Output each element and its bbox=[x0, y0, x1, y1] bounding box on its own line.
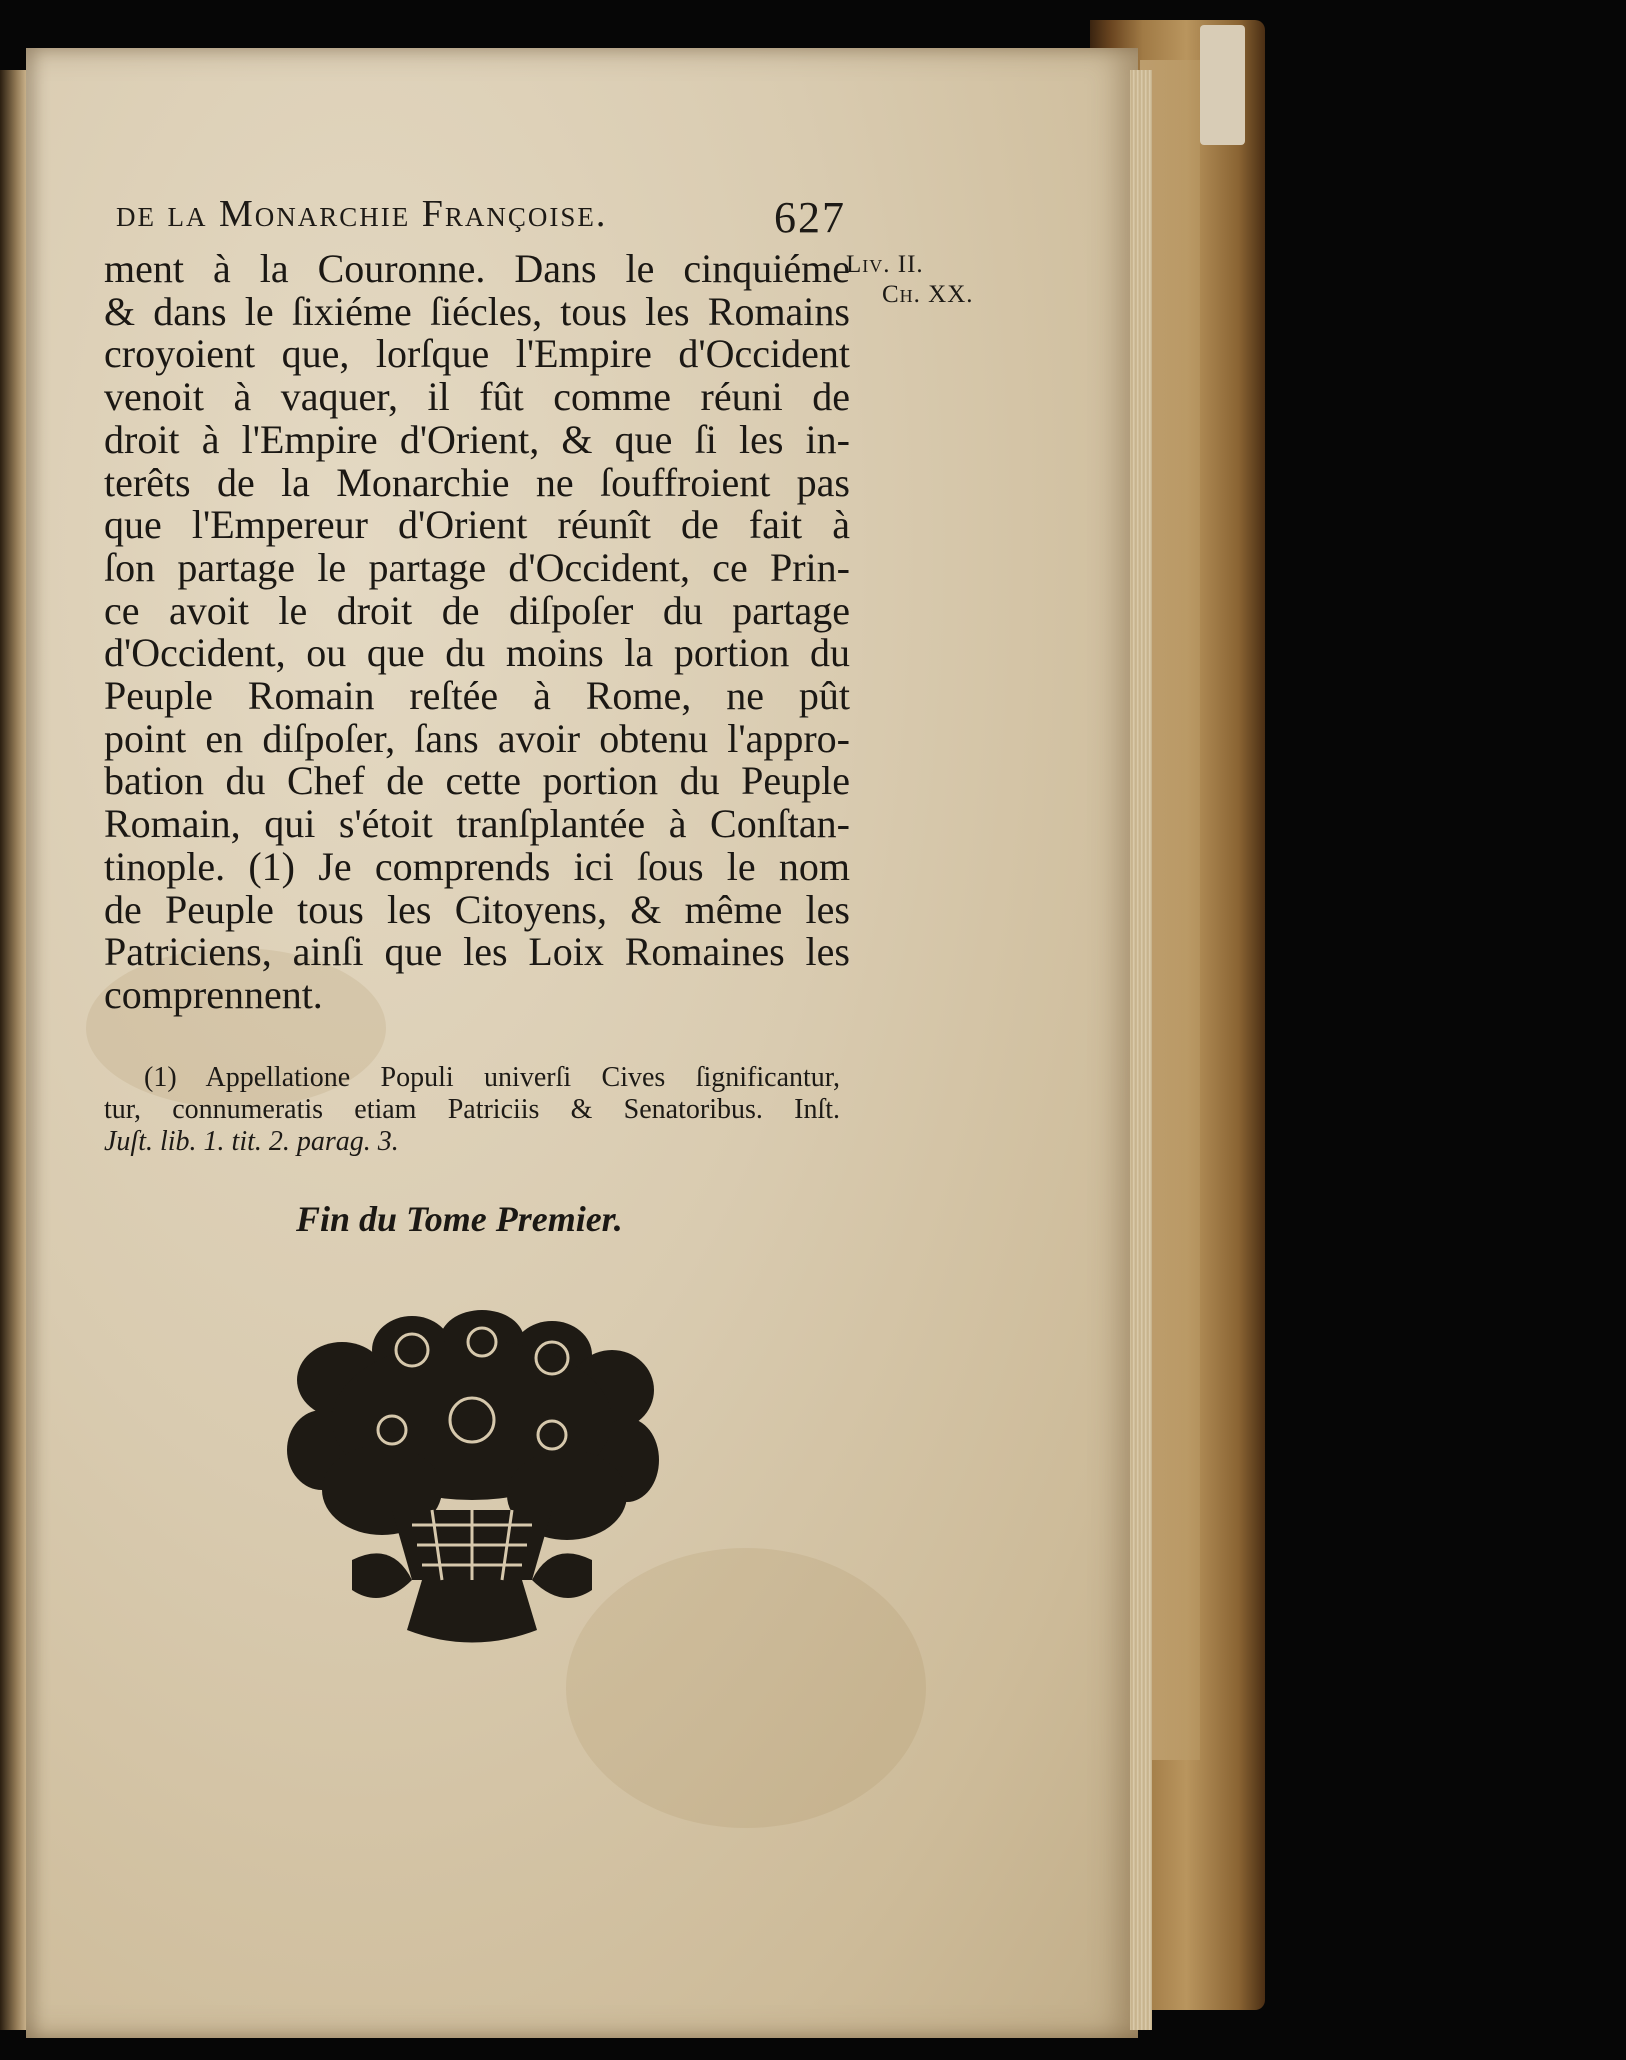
footnote-line: tur, connumeratis etiam Patriciis & Senatoribus. Inſt. bbox=[104, 1094, 840, 1125]
page-number: 627 bbox=[774, 193, 846, 242]
running-header bbox=[116, 192, 846, 243]
body-line: Patriciens, ainſi que les Loix Romaines les bbox=[104, 929, 850, 975]
body-line: de Peuple tous les Citoyens, & même les bbox=[104, 886, 850, 932]
body-line: que l'Empereur d'Orient réunît de fait à bbox=[104, 502, 850, 548]
body-line: droit à l'Empire d'Orient, & que ſi les in- bbox=[104, 416, 850, 462]
body-line: d'Occident, ou que du moins la portion du bbox=[104, 630, 850, 676]
body-line: tinople. (1) Je comprends ici ſous le nom bbox=[104, 843, 850, 889]
body-line: ce avoit le droit de diſpoſer du partage bbox=[104, 587, 850, 633]
body-line: Romain, qui s'étoit tranſplantée à Conſtan- bbox=[104, 801, 850, 847]
page-stack-edge bbox=[1130, 70, 1152, 2030]
body-line: venoit à vaquer, il fût comme réuni de bbox=[104, 374, 850, 420]
body-line: ment à la Couronne. Dans le cinquiéme bbox=[104, 246, 850, 291]
body-line: terêts de la Monarchie ne ſouffroient pas bbox=[104, 459, 850, 505]
body-line: comprennent. bbox=[104, 971, 323, 1017]
running-title: de la Monarchie Françoise. bbox=[116, 193, 608, 235]
body-line: croyoient que, lorſque l'Empire d'Occident bbox=[104, 331, 850, 377]
flower-basket-icon bbox=[282, 1310, 662, 1670]
margin-note-book: Liv. II. bbox=[846, 251, 924, 278]
footnote-line: Juſt. lib. 1. tit. 2. parag. 3. bbox=[104, 1126, 399, 1157]
body-line: point en diſpoſer, ſans avoir obtenu l'appro- bbox=[104, 715, 850, 761]
body-line: bation du Chef de cette portion du Peuple bbox=[104, 758, 850, 804]
margin-note-chapter: Ch. XX. bbox=[882, 281, 974, 308]
body-text bbox=[104, 248, 850, 1017]
body-line: ſon partage le partage d'Occident, ce Prin- bbox=[104, 544, 850, 590]
margin-note bbox=[846, 250, 974, 310]
previous-page-edge bbox=[0, 70, 26, 2030]
footnote-line: (1) Appellatione Populi univerſi Cives ſignificantur, bbox=[144, 1062, 840, 1093]
footnote bbox=[104, 1062, 840, 1158]
body-line: Peuple Romain reſtée à Rome, ne pût bbox=[104, 673, 850, 719]
colophon: Fin du Tome Premier. bbox=[296, 1199, 623, 1239]
binding-label-patch bbox=[1200, 25, 1245, 145]
body-line: & dans le ſixiéme ſiécles, tous les Romains bbox=[104, 288, 850, 334]
